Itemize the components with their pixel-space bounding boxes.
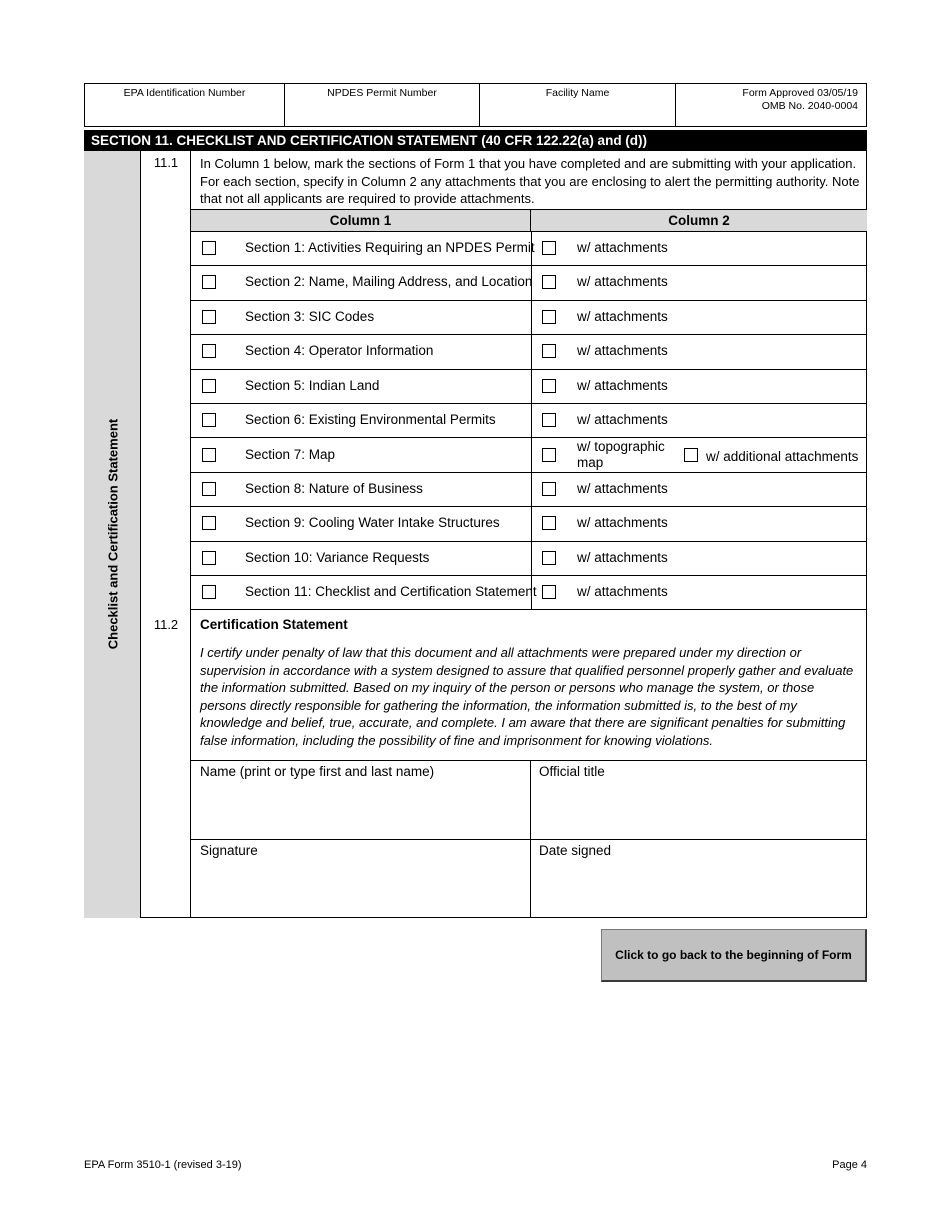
section-label: Section 5: Indian Land [245,377,380,393]
checklist-instructions: In Column 1 below, mark the sections of Form 1 that you have completed and are submitting with your application. For each section, specify in Column 2 any attachments that you are enclosing to alert the permitting authority. Note that not all applicants are required to provide attachments. [200,156,860,206]
certification-text: I certify under penalty of law that this document and all attachments were prepared under my direction or supervision in accordance with a system designed to assure that qualified personnel properly gather and evaluate the information submitted. Based on my inquiry of the person or persons who manage the system, or those persons directly responsible for gathering the information, the information submitted is, to the best of my knowledge and belief, true, accurate, and complete. I am aware that there are significant penalties for submitting false information, including the possibility of fine and imprisonment for knowing violations. [200,645,854,748]
section-label: Section 7: Map [245,447,336,463]
section-label: Section 6: Existing Environmental Permits [245,412,496,427]
topographic-map-checkbox[interactable] [542,448,556,462]
official-title-label: Official title [539,764,605,779]
section-label: Section 2: Name, Mailing Address, and Location [245,274,533,290]
section-checkbox[interactable] [202,413,216,427]
section-label: Section 8: Nature of Business [245,480,423,496]
checklist-row [191,404,867,438]
column-1-header: Column 1 [191,209,531,232]
attachment-checkbox[interactable] [542,516,556,530]
section-label: Section 4: Operator Information [245,343,434,359]
additional-attachments-label: w/ additional attachments [706,449,859,465]
section-checkbox[interactable] [202,516,216,530]
attachment-label: w/ attachments [577,549,668,565]
item-number-11-1: 11.1 [153,155,179,170]
section-label: Section 9: Cooling Water Intake Structures [245,515,500,531]
divider [191,760,867,761]
section-checkbox[interactable] [202,379,216,393]
attachment-checkbox[interactable] [542,241,556,255]
name-field-label: Name (print or type first and last name) [200,764,435,779]
date-signed-label: Date signed [539,843,612,858]
checklist-row [191,301,867,335]
npdes-label: NPDES Permit Number [327,87,437,99]
section-label: Section 1: Activities Requiring an NPDES Permit [245,240,535,255]
attachment-checkbox[interactable] [542,585,556,599]
attachment-label: w/ attachments [577,343,668,359]
facility-name-field[interactable] [480,84,676,126]
checklist-row [191,370,867,404]
attachment-checkbox[interactable] [542,379,556,393]
checklist-row [191,542,867,576]
item-number-11-2: 11.2 [153,617,179,632]
checklist-row [191,438,867,472]
additional-attachments-checkbox[interactable] [684,448,698,462]
omb-number: OMB No. 2040-0004 [761,100,858,112]
section-checkbox[interactable] [202,344,216,358]
side-label: Checklist and Certification Statement [105,418,121,650]
attachment-label: w/ attachments [577,584,668,599]
section-checkbox[interactable] [202,241,216,255]
section-checkbox[interactable] [202,585,216,599]
attachment-checkbox[interactable] [542,413,556,427]
attachment-checkbox[interactable] [542,551,556,565]
page-number: Page 4 [832,1159,867,1171]
npdes-permit-field[interactable] [285,84,480,126]
attachment-label: w/ attachments [577,412,668,427]
attachment-checkbox[interactable] [542,482,556,496]
certification-title: Certification Statement [200,617,348,632]
attachment-checkbox[interactable] [542,310,556,324]
attachment-label: w/ attachments [577,480,668,496]
divider [530,760,531,918]
facility-label: Facility Name [545,87,610,99]
section-checkbox[interactable] [202,310,216,324]
section-label: Section 10: Variance Requests [245,549,430,565]
checklist-row [191,473,867,507]
attachment-label: w/ attachments [577,240,668,255]
checklist-row [191,266,867,300]
back-to-beginning-button[interactable]: Click to go back to the beginning of Form [601,929,867,982]
attachment-label: w/ attachments [577,515,668,531]
item-number-column [141,151,191,918]
checklist-row [191,335,867,369]
attachment-label: w/ attachments [577,377,668,393]
column-2-header: Column 2 [531,209,867,232]
section-checkbox[interactable] [202,448,216,462]
attachment-label: w/ attachments [577,308,668,324]
divider [191,839,867,840]
checklist-row [191,232,867,266]
signature-label: Signature [200,843,258,858]
form-approved-date: Form Approved 03/05/19 [742,87,858,99]
attachment-label: w/ attachments [577,274,668,290]
epa-id-label: EPA Identification Number [123,87,246,99]
form-number: EPA Form 3510-1 (revised 3-19) [84,1159,242,1171]
attachment-checkbox[interactable] [542,275,556,289]
section-checkbox[interactable] [202,482,216,496]
form-header [84,83,867,127]
section-label: Section 3: SIC Codes [245,308,375,324]
epa-id-field[interactable] [85,84,285,126]
section-title: SECTION 11. CHECKLIST AND CERTIFICATION STATEMENT (40 CFR 122.22(a) and (d)) [84,130,867,151]
attachment-checkbox[interactable] [542,344,556,358]
topographic-map-label: w/ topographic map [577,439,665,471]
section-checkbox[interactable] [202,275,216,289]
section-checkbox[interactable] [202,551,216,565]
section-label: Section 11: Checklist and Certification Statement [245,584,537,599]
checklist-row [191,507,867,541]
checklist-row [191,576,867,610]
form-approval [676,84,866,126]
